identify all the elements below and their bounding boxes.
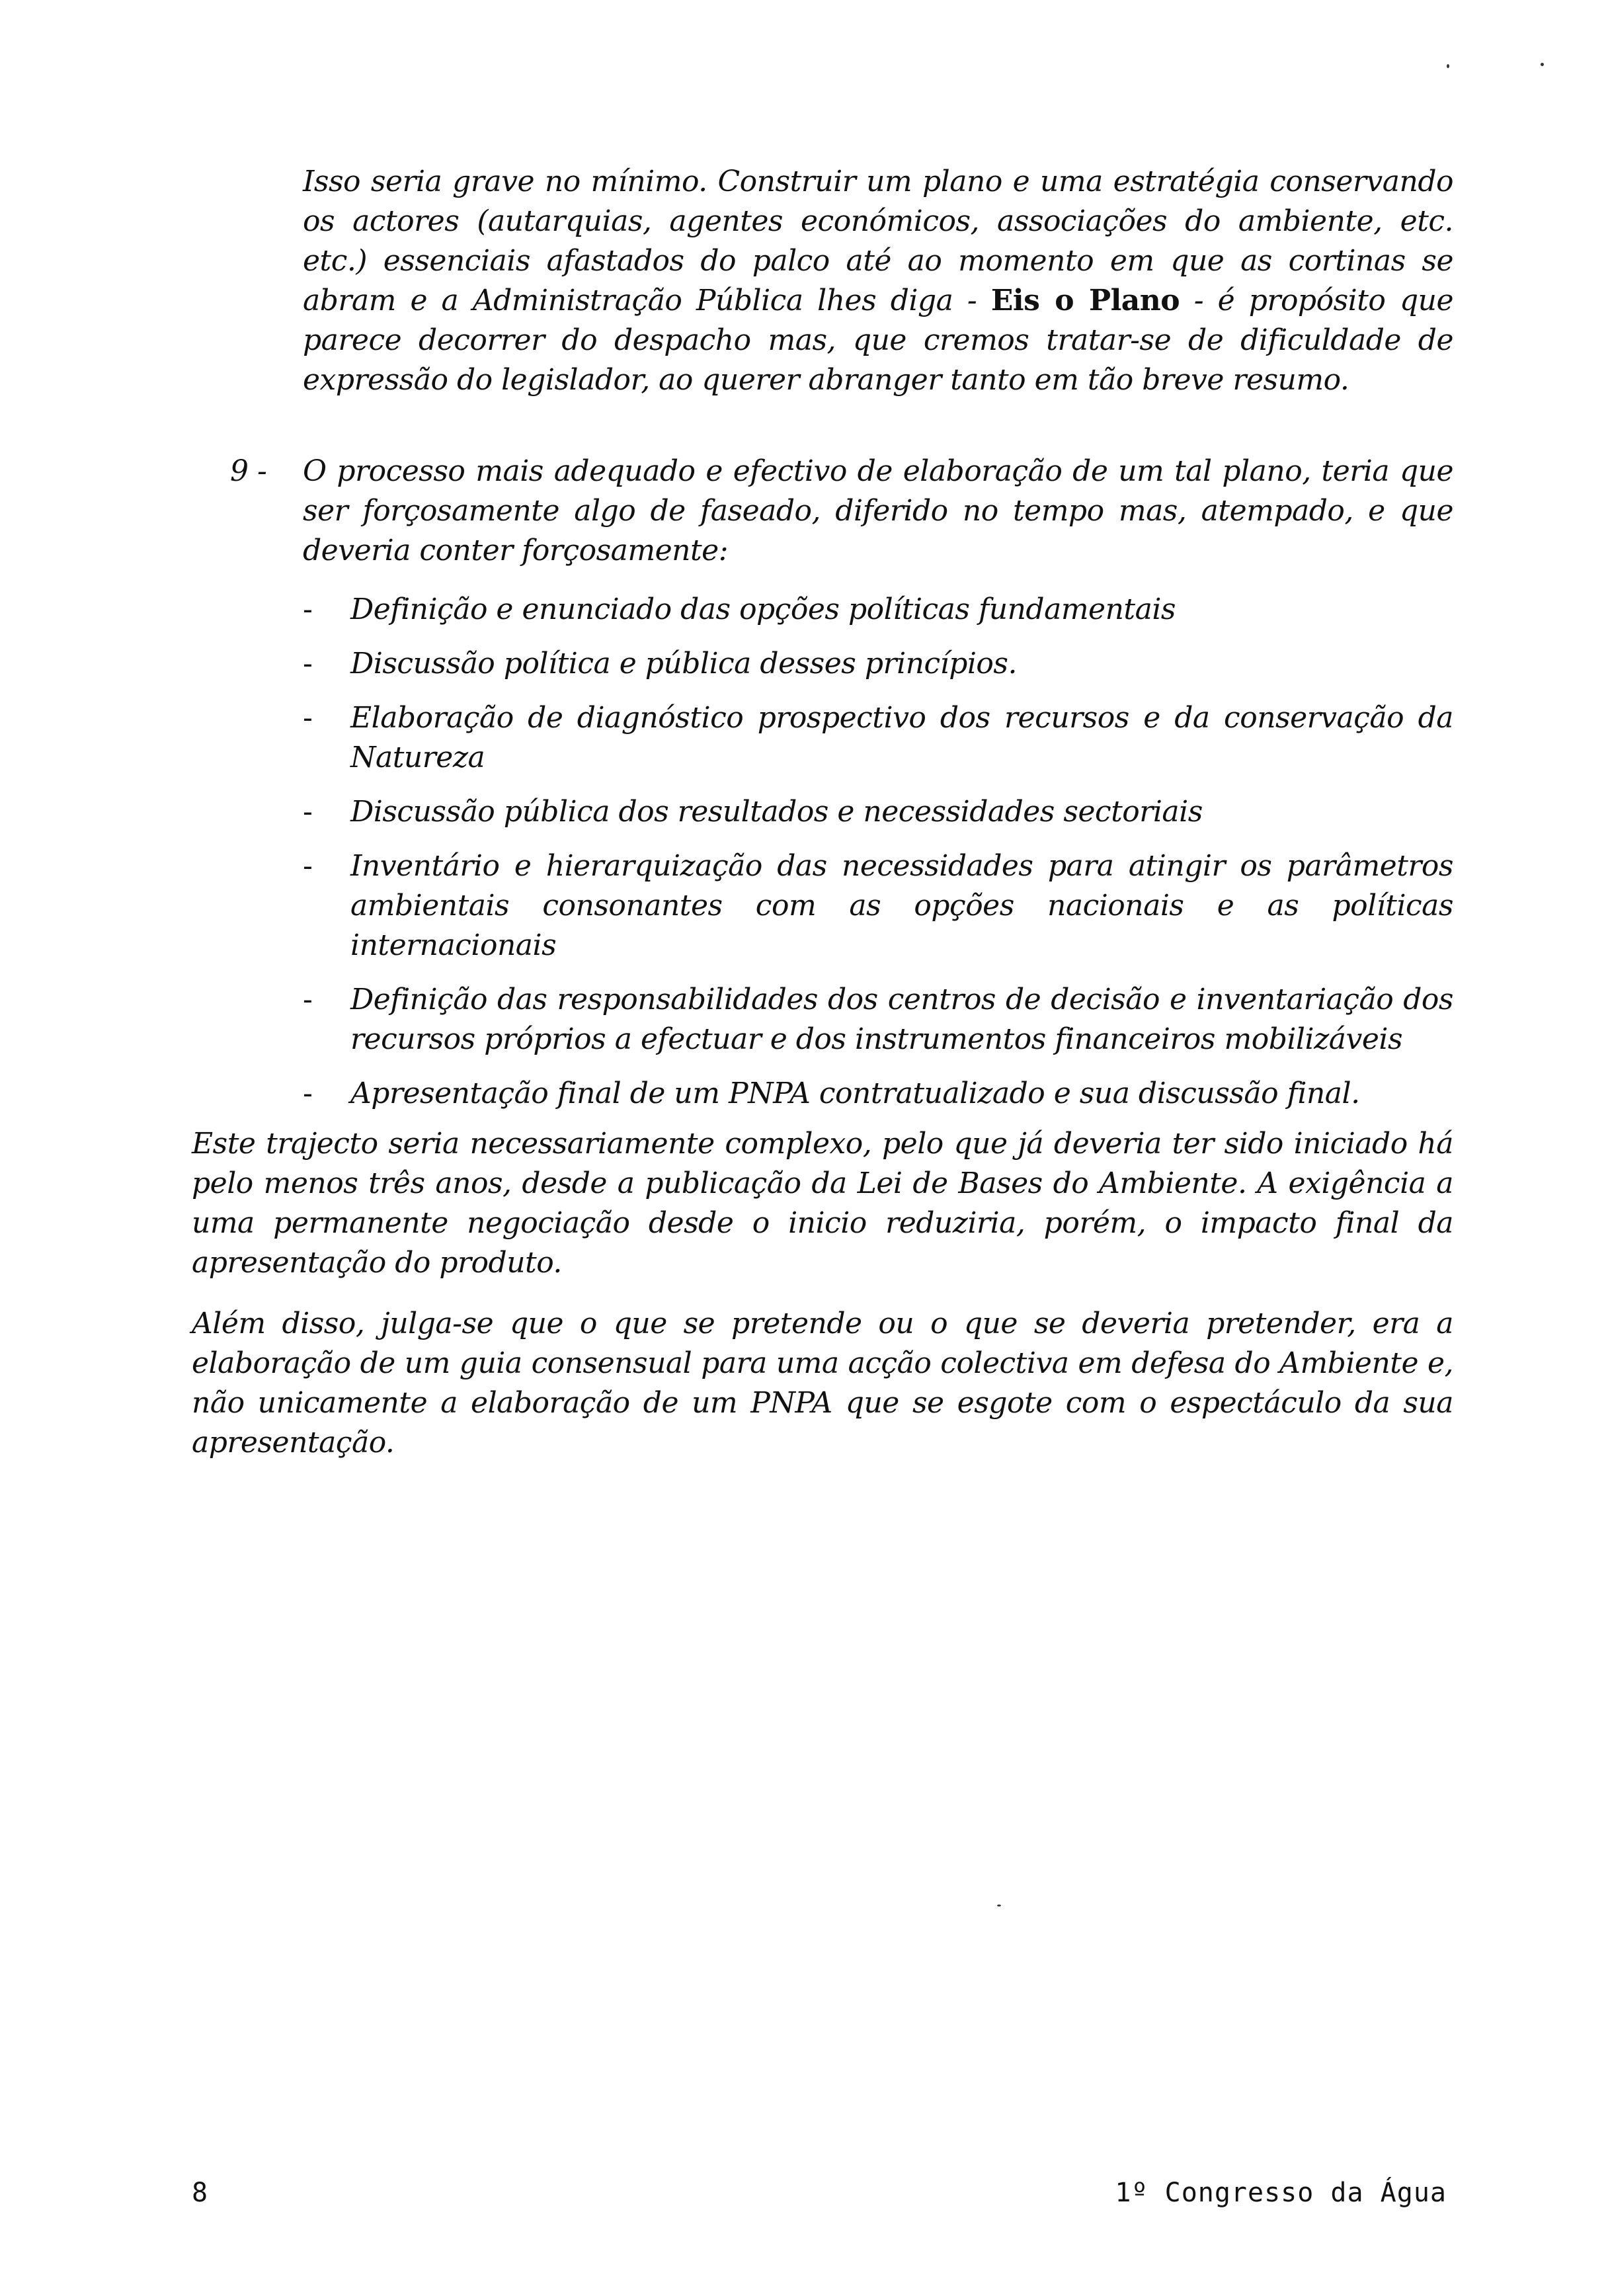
bullet-text: Definição e enunciado das opções políticas fundamentais <box>350 593 1176 626</box>
scan-speck <box>997 1905 1001 1906</box>
item-number: 9 - <box>230 454 267 488</box>
bullet-item <box>303 980 1453 1059</box>
intro-emphasis: Eis o Plano <box>990 284 1180 317</box>
bullet-text: Discussão política e pública desses princípios. <box>350 647 1017 680</box>
closing-paragraph-2: Além disso, julga-se que o que se pretende ou o que se deveria pretender, era a elaboração de um guia consensual para uma acção colectiva em defesa do Ambiente e, não unicamente a elaboração de um PNPA que se esgote com o espectáculo da sua apresentação. <box>192 1307 1453 1459</box>
intro-text-start: Isso seria grave no mínimo. Construir um plano e uma estratégia conservando os actores (autarquias, agentes económicos, associações do ambiente, etc. etc.) essenciais afastados do palco até ao momento em que as cortinas se abram e a Administração Pública lhes diga - <box>303 165 1453 317</box>
closing-paragraph-1: Este trajecto seria necessariamente complexo, pelo que já deveria ter sido iniciado há pelo menos três anos, desde a publicação da Lei de Bases do Ambiente. A exigência a uma permanente negociação desde o inicio reduziria, porém, o impacto final da apresentação do produto. <box>192 1127 1453 1280</box>
intro-paragraph <box>303 162 1453 400</box>
scan-speck <box>1447 64 1449 68</box>
footer-page-number: 8 <box>192 2178 208 2208</box>
scan-speck <box>1541 63 1544 66</box>
bullet-text: Discussão pública dos resultados e necessidades sectoriais <box>350 795 1203 829</box>
intro-text-end: - é propósito que parece decorrer do despacho mas, que cremos tratar-se de dificuldade de expressão do legislador, ao querer abranger tanto em tão breve resumo. <box>303 284 1454 397</box>
bullet-item <box>303 792 1453 832</box>
bullet-item <box>303 846 1453 965</box>
item-text: O processo mais adequado e efectivo de elaboração de um tal plano, teria que ser forçosamente algo de faseado, diferido no tempo mas, atempado, e que deveria conter forçosamente: <box>303 454 1453 567</box>
bullet-marker: - <box>303 795 313 829</box>
bullet-item <box>303 1074 1453 1114</box>
bullet-text: Inventário e hierarquização das necessidades para atingir os parâmetros ambientais consonantes com as opções nacionais e as políticas internacionais <box>350 849 1453 962</box>
bullet-marker: - <box>303 849 313 883</box>
bullet-marker: - <box>303 701 313 735</box>
bullet-marker: - <box>303 647 313 680</box>
bullet-item <box>303 644 1453 684</box>
bullet-marker: - <box>303 983 313 1016</box>
footer-title: 1º Congresso da Água <box>1115 2178 1447 2208</box>
bullet-item <box>303 590 1453 630</box>
bullet-text: Definição das responsabilidades dos centros de decisão e inventariação dos recursos próprios a efectuar e dos instrumentos financeiros mobilizáveis <box>350 983 1453 1056</box>
bullet-marker: - <box>303 593 313 626</box>
bullet-text: Apresentação final de um PNPA contratualizado e sua discussão final. <box>350 1077 1360 1110</box>
bullet-list <box>303 590 1453 1128</box>
bullet-item <box>303 698 1453 778</box>
bullet-text: Elaboração de diagnóstico prospectivo dos recursos e da conservação da Natureza <box>350 701 1453 774</box>
bullet-marker: - <box>303 1077 313 1110</box>
